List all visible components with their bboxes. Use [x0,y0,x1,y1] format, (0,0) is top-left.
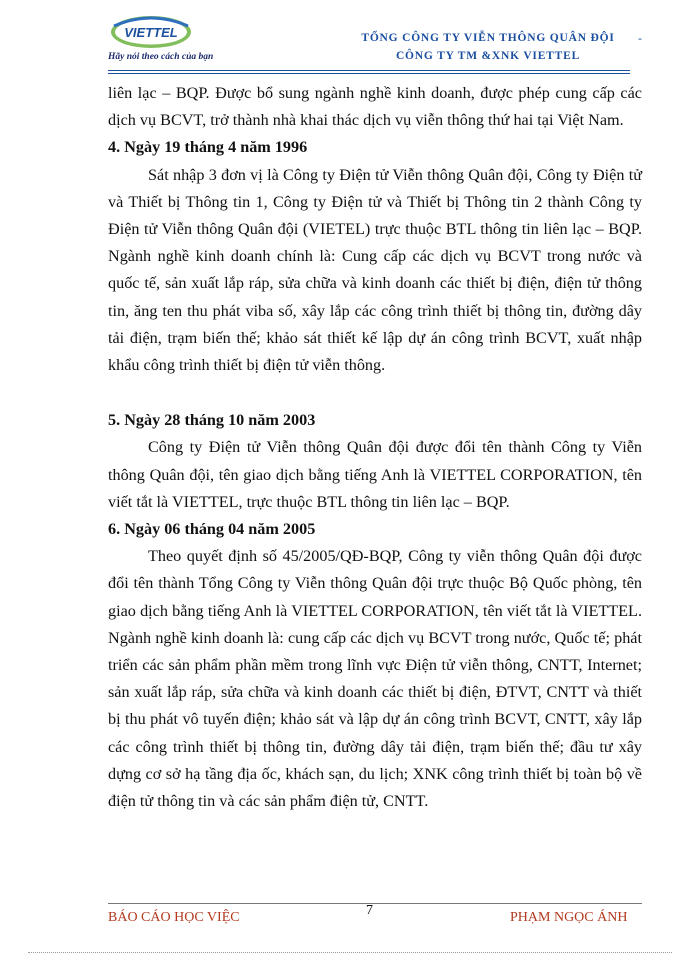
page-number: 7 [366,903,373,918]
section-paragraph: Theo quyết định số 45/2005/QĐ-BQP, Công ty viễn thông Quân đội được đổi tên thành Tổng Công ty Viễn thông Quân đội trực thuộc Bộ Quốc phòng, tên giao dịch bằng tiếng Anh là VIETTEL CORPORATION, tên viết tắt là VIETTEL. Ngành nghề kinh doanh là: cung cấp các dịch vụ BCVT trong nước, Quốc tế; phát triển các sản phẩm phần mềm trong lĩnh vực Điện tử viễn thông, CNTT, Internet; sản xuất lắp ráp, sửa chữa và kinh doanh các thiết bị điện, ĐTVT, CNTT và thiết bị thu phát vô tuyến điện; khảo sát và lập dự án công trình BCVT, CNTT, xây lắp các công trình thiết bị thông tin, đường dây tải điện, trạm biến thế; đầu tư xây dựng cơ sở hạ tầng địa ốc, khách sạn, du lịch; XNK công trình thiết bị toàn bộ về điện tử thông tin và các sản phẩm điện tử, CNTT. [108,547,642,811]
viettel-logo-icon [108,12,194,52]
footer-divider [108,903,642,904]
footer-author: PHẠM NGỌC ÁNH [510,910,628,925]
document-body [108,80,642,815]
section-spacer [108,379,642,407]
intro-paragraph: liên lạc – BQP. Được bổ sung ngành nghề kinh doanh, được phép cung cấp các dịch vụ BCVT, trở thành nhà khai thác dịch vụ viễn thông thứ hai tại Việt Nam. [108,84,642,130]
section-heading: 6. Ngày 06 tháng 04 năm 2005 [108,520,316,539]
section-paragraph: Sát nhập 3 đơn vị là Công ty Điện tử Viễn thông Quân đội, Công ty Điện tử và Thiết bị Thông tin 1, Công ty Điện tử và Thiết bị Thông tin 2 thành Công ty Điện tử Viễn thông Quân đội (VIETEL) trực thuộc BTL thông tin liên lạc – BQP. Ngành nghề kinh doanh chính là: Cung cấp các dịch vụ BCVT trong nước và quốc tế, sản xuất lắp ráp, sửa chữa và kinh doanh các thiết bị điện, điện tử thông tin, ăng ten thu phát viba số, xây lắp các công trình thiết bị thông tin, đường dây tải điện, trạm biến thế; khảo sát thiết kế lập dự án công trình BCVT, xuất nhập khẩu công trình thiết bị điện tử viễn thông. [108,165,642,375]
section-heading: 4. Ngày 19 tháng 4 năm 1996 [108,138,308,157]
section-heading: 5. Ngày 28 tháng 10 năm 2003 [108,411,316,430]
page-bottom-border [28,952,672,953]
company-line-1: TỔNG CÔNG TY VIỄN THÔNG QUÂN ĐỘI [361,32,615,44]
company-line-2: CÔNG TY TM &XNK VIETTEL [395,50,581,62]
viettel-logo [108,12,194,52]
header-divider [108,70,630,74]
logo-text: VIETTEL [124,25,178,40]
section-paragraph: Công ty Điện tử Viễn thông Quân đội được đổi tên thành Công ty Viễn thông Quân đội, tên giao dịch bằng tiếng Anh là VIETTEL CORPORATION, tên viết tắt là VIETTEL, trực thuộc BTL thông tin liên lạc – BQP. [108,438,642,511]
footer-report-title: BÁO CÁO HỌC VIỆC [108,910,240,925]
company-name [358,32,618,62]
header-dash: - [638,31,642,45]
header-tagline: Hãy nói theo cách của bạn [108,52,214,62]
